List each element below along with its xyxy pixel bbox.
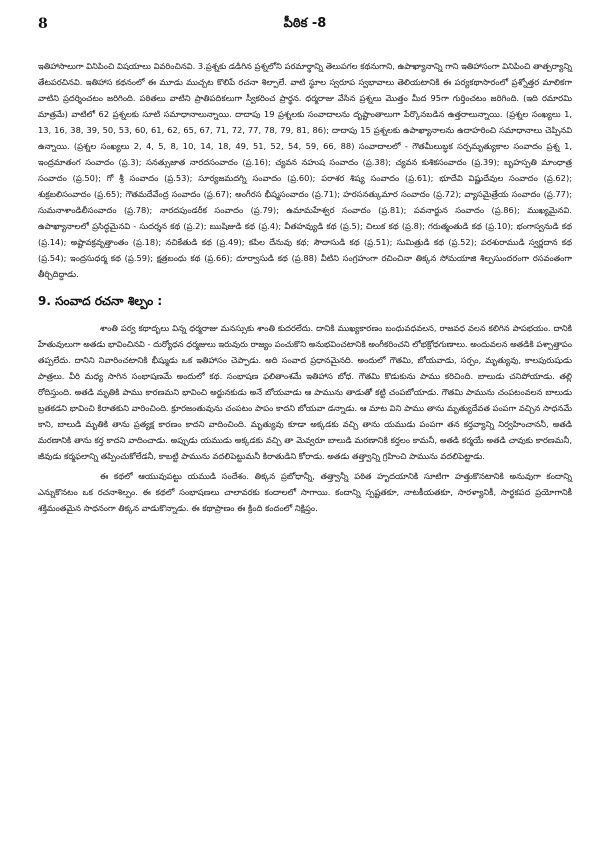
paragraph-gautami-story: శాంతి పర్వ కథాదృలు విన్న ధర్మరాజు మనస్సుకు శాంతి కుదరలేదు. దానికి ముఖ్యకారణం బంధువధవలన, రాజవధ వలన కలిగిన పాపభయం. దానికి హేతువులుగా అతడు భావించినవి - దుర్యోధన ధర్మజులు ఇరువురు రాజ్యం పంచుకొని అనుభవించటానికి అంగీకరించని లోభక్రోధగుణాలు. అందువలన అతడికి పశ్చాత్తాపం తప్పలేదు. దానిని నివారించటానికి భీష్ముడు ఒక ఇతిహాసం చెప్పాడు. అది సంవాద ప్రధానమైనది. అందులో గౌతమి, బోయవాడు, సర్పం, మృత్యువు, కాలపురుషుడు పాత్రలు. వీరి మధ్య సాగిన సంభాషణమే అందులో కథ. సంభాషణ ఫలితాంశమే ఇతిహాస బోధ. గౌతమి కొడుకును పాము కరిచింది. బాలుడు చనిపోయాడు. తల్లి రోదిస్తుంది. అతడి మృతికి పాము కారణమని భావించి అర్జునకుడు అనే బోయవాడు ఆ పామును తాడుతో కట్టి చంపబోయాడు. గౌతమి పామును చంపటంవలన బాలుడు బ్రతకడని భావించి కిరాతకుని వారించింది. క్రూరజంతువును చంపటం పాపం కాదని బోయవా డన్నాడు. ఆ మాట విని పాము తాను మృత్యుదేవత పంపగా వచ్చిన సాధనమే కాని, బాలుడి మృతికి తాను ప్రత్యక్ష కారణం కాదని వాదించింది. మృత్యువు కూడా అక్కడకు వచ్చి తాను యముడు పంపగా తన కర్తవ్యాన్ని నిర్వహించాననీ, అతడి మరణానికి తాను కర్త కాదని వాదించాడు. అప్పుడు యముడు అక్కడకు వచ్చి తా మెవ్వరూ బాలుడి మరణానికి కర్తలం కామనీ, అతడి కర్మయే అతడి చావుకు కారణమనీ, జీవుడు కర్మఫలాన్ని తప్పించుకోలేడనీ, కాబట్టి పామును వదలిపెట్టుమనీ కిరాతుడిని కోరాడు. అతడు తత్త్వాన్ని గ్రహించి పామును వదలిపెట్టాడు. [38, 323, 572, 461]
page-number: 8 [38, 16, 48, 32]
section-heading: 9. సంవాద రచనా శిల్పం : [38, 294, 163, 308]
paragraph-tikkana-craft: ఈ కథలో ఆయువుపట్టు యముడి సందేశం. తిక్కన ప్రబోధాన్నీ, తత్త్వాన్నీ పఠిత హృదయానికి సూటిగా హత్తుకొనటానికి అనువుగా కందాన్ని ఎన్నుకొనటం ఒక రచనాశిల్పం. ఈ కథలో సంభాషణలు చాలావరకు కందాలలో సాగాయి. కందాన్ని స్పష్టతకూ, నాటకీయతకూ, సారళ్యానికీ, సార్థకపద ప్రయోగానికీ శక్తిమంతమైన సాధనంగా తిక్కన వాడుకొన్నాడు. ఈ కథాప్రాణం ఈ క్రింది కందంలో నిక్షిప్తం. [38, 471, 572, 513]
page-header [38, 16, 572, 36]
paragraph-itihasa-summary: ఇతిహాసాలుగా వినిపించి విషయాలు వివరించినవి. 3.ప్రశ్నకు డడిగిన ప్రశ్నలోని పరమార్థాన్ని తెలుపగల కథనుగాని, ఉపాఖ్యానాన్ని గాని ఇతిహాసంగా వినిపించి తాత్పర్యాన్ని తేటపరచినవి. ఇతిహాస కథనంలో ఈ మూడు ముచ్చట కొలిపే రచనా శిల్పాలే. వాటి స్థూల స్వరూప స్వభావాలు తెలియటానికి ఈ పర్యకథాసారంలో ప్రశ్నోత్తర మాలికగా వాటిని ప్రదర్శించటం జరిగింది. పఠితలు వాటిని ప్రాతిపదికలుగా స్వీకరించ ప్రార్థన. ధర్మరాజు వేసిన ప్రశ్నలు మొత్తం మీద 95గా గుర్తించటం జరిగింది. (ఇది రమారమి మాత్రమే) వాటిలో 62 ప్రశ్నలకు సూటి సమాధానాలున్నాయి. దాదాపు 19 ప్రశ్నలకు సంవాదాలను దృష్టాంతాలుగా పేర్కొనబడిన ఉత్తరాలున్నాయి. (ప్రశ్నల సంఖ్యలు 1, 13, 16, 38, 39, 50, 53, 60, 61, 62, 65, 67, 71, 72, 77, 78, 79, 81, 86); దాదాపు 15 ప్రశ్నలకు ఉపాఖ్యానాలను ఉదాహరించి సమాధానాలు చెప్పినవి ఉన్నాయి. (ప్రశ్నల సంఖ్యలు 2, 4, 5, 8, 10, 14, 18, 49, 51, 52, 54, 59, 66, 88) సంవాదాలలో - గౌతమీలుబ్ధక సర్పమృత్యుకాల సంవాదం ప్రశ్న 1, ఇంద్రమాతంగ సంవాదం (ప్ర.3); సనత్సుజాత నారదసంవాదం (ప్ర.16); చ్యవన నహుష సంవాదం (ప్ర.38); చ్యవన కుశికసంవాదం (ప్ర.39); బృహస్పతి మాంధాత్ర సంవాదం (ప్ర.50); గో శ్రీ సంవాదం (ప్ర.53); సూర్యజమదగ్ని సంవాదం (ప్ర.60); పరాశర శిష్య సంవాదం (ప్ర.61); భూదేవి విష్ణుదేవుల సంవాదం (ప్ర.62); శుక్రబలిసంవాదం (ప్ర.65); గౌతమదేవేంద్ర సంవాదం (ప్ర.67); అంగీరస భీష్మసంవాదం (ప్ర.71); హరసనత్కుమార సంవాదం (ప్ర.72); వ్యాసమైత్రేయ సంవాదం (ప్ర.77); సుమనాశాండిలీసంవాదం (ప్ర.78); నారదపుండరీక సంవాదం (ప్ర.79); ఉమామహేశ్వర సంవాదం (ప్ర.81); పవనార్జున సంవాదం (ప్ర.86); ముఖ్యమైనవి. ఉపాఖ్యానాలలో ప్రసిద్ధమైనవి - సుదర్శన కథ (ప్ర.2); ఋషిజుడి కథ (ప్ర.4); వీతహవ్యుడి కథ (ప్ర.5); చిలుక కథ (ప్ర.8); గరుత్మంతుడి కథ (ప్ర.10); భంగాస్వనుడి కథ (ప్ర.14); అష్టావక్రవృత్తాంతం (ప్ర.18); నచికేతుడి కథ (ప్ర.49); కపిల దేనువు కథ; సౌదాసుడి కథ (ప్ర.51); సుమిత్రుడి కథ (ప్ర.52); పరశురాముడి స్వర్ణదాన కథ (ప్ర.54); ఇంద్రసుధర్మ కథ (ప్ర.59); క్షత్రబంధు కథ (ప్ర.66); దూర్వాసుడి కథ (ప్ర.88) వీటిని సంగ్రహంగా రచించినా తిక్కన సోమయాజి శిల్పసుందరంగా రసవంతంగా తీర్చిదిద్దాడు. [38, 61, 572, 279]
page-body [38, 58, 572, 516]
running-head: పీఠిక -8 [283, 16, 327, 31]
